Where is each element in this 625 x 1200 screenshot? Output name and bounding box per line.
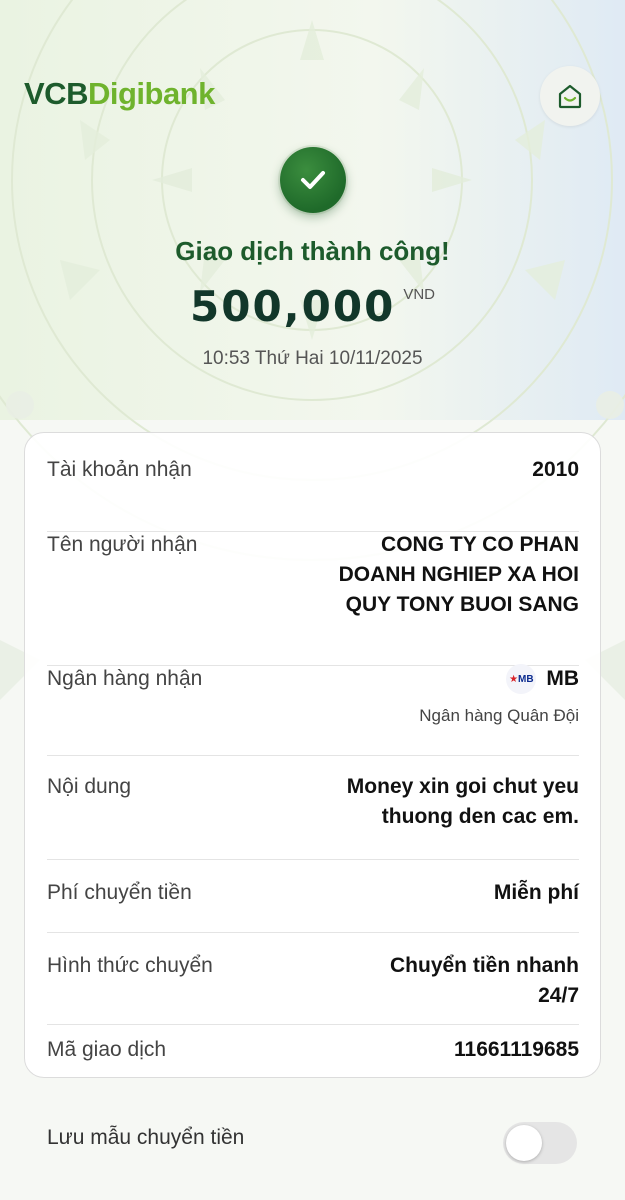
content-label: Nội dung (47, 775, 132, 798)
mb-bank-logo: ★ MB (506, 664, 536, 694)
home-button[interactable] (540, 66, 600, 126)
recipient-label: Tên người nhận (47, 533, 198, 556)
detail-row-fee (47, 860, 579, 933)
recipient-name-line: CONG TY CO PHAN (381, 533, 579, 556)
transaction-id-value: 11661119685 (454, 1038, 579, 1061)
content-line: thuong den cac em. (381, 805, 579, 828)
detail-row-transaction-id (47, 1025, 579, 1077)
currency-label: VND (403, 286, 435, 303)
bank-value (506, 664, 579, 694)
account-label: Tài khoản nhận (47, 458, 192, 481)
vcb-digibank-logo (24, 76, 215, 112)
check-icon (296, 163, 330, 197)
detail-row-bank (47, 666, 579, 756)
recipient-name-line: DOANH NGHIEP XA HOI (338, 563, 579, 586)
method-line: 24/7 (538, 984, 579, 1007)
save-template-toggle[interactable] (503, 1122, 577, 1164)
detail-row-content (47, 756, 579, 860)
method-label: Hình thức chuyển (47, 954, 213, 977)
detail-row-recipient (47, 532, 579, 666)
account-value: 2010 (532, 458, 579, 481)
detail-row-method (47, 933, 579, 1025)
transaction-id-label: Mã giao dịch (47, 1038, 167, 1061)
content-line: Money xin goi chut yeu (346, 775, 579, 798)
transaction-details-card (24, 432, 601, 1078)
save-template-row (47, 1122, 577, 1162)
amount-value: 500,000 (190, 282, 396, 331)
logo-digibank-text: Digibank (87, 76, 215, 111)
detail-row-account (47, 455, 579, 532)
header-bar (0, 62, 625, 128)
home-icon (555, 81, 585, 111)
bank-code: MB (546, 667, 579, 690)
success-badge (278, 145, 348, 215)
logo-vcb-text: VCB (24, 76, 88, 111)
amount-display (0, 282, 625, 331)
toggle-knob[interactable] (506, 1125, 542, 1161)
recipient-name (339, 530, 579, 620)
save-template-label: Lưu mẫu chuyển tiền (47, 1126, 245, 1149)
fee-value: Miễn phí (493, 881, 579, 904)
bank-full-name: Ngân hàng Quân Đội (419, 706, 579, 725)
transaction-status-title: Giao dịch thành công! (175, 236, 450, 266)
fee-label: Phí chuyển tiền (47, 881, 192, 904)
transfer-content (347, 772, 579, 832)
bank-label: Ngân hàng nhận (47, 667, 203, 690)
recipient-name-line: QUY TONY BUOI SANG (345, 593, 579, 616)
transaction-datetime: 10:53 Thứ Hai 10/11/2025 (202, 348, 423, 369)
method-line: Chuyển tiền nhanh (390, 954, 579, 977)
transfer-method (390, 951, 579, 1011)
